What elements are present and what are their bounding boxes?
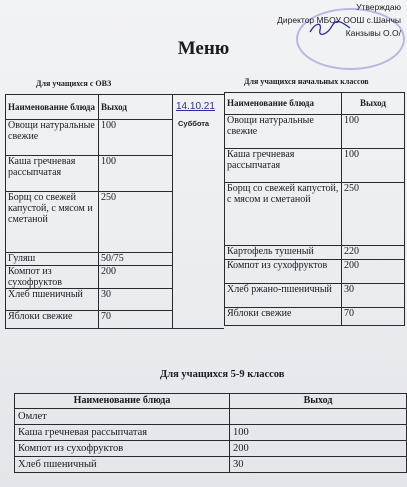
day-of-week: Суббота (178, 119, 210, 128)
ovz-heading: Для учащихся с ОВЗ (36, 79, 112, 88)
dish-name: Хлеб пшеничный (6, 289, 99, 311)
dish-name: Овощи натуральные свежие (225, 115, 342, 149)
dish-portion: 220 (342, 246, 405, 260)
grades59-col-out: Выход (230, 394, 407, 409)
approval-line3: Канзывы О.О/ (345, 28, 401, 38)
table-row (225, 308, 405, 326)
dish-name: Каша гречневая рассыпчатая (15, 425, 230, 441)
menu-date: 14.10.21 (176, 101, 215, 112)
dish-name: Яблоки свежие (6, 311, 99, 329)
dish-name: Борщ со свежей капустой, с мясом и сметаной (225, 183, 342, 246)
dish-name: Борщ со свежей капустой, с мясом и сметаной (6, 192, 99, 253)
dish-portion: 100 (99, 156, 173, 192)
grades59-table (14, 393, 407, 473)
primary-heading: Для учащихся начальных классов (244, 77, 369, 86)
table-row (6, 289, 173, 311)
table-row (15, 457, 407, 473)
dish-portion: 200 (99, 266, 173, 289)
primary-col-name: Наименование блюда (225, 93, 342, 115)
dish-portion (230, 409, 407, 425)
grades59-col-name: Наименование блюда (15, 394, 230, 409)
dish-name: Хлеб ржано-пшеничный (225, 284, 342, 308)
table-row (6, 156, 173, 192)
table-row (15, 409, 407, 425)
dish-portion: 250 (342, 183, 405, 246)
dish-portion: 250 (99, 192, 173, 253)
dish-name: Каша гречневая рассыпчатая (225, 149, 342, 183)
dish-name: Хлеб пшеничный (15, 457, 230, 473)
table-row (6, 192, 173, 253)
dish-portion: 50/75 (99, 253, 173, 266)
dish-portion: 100 (342, 115, 405, 149)
dish-portion: 200 (230, 441, 407, 457)
dish-name: Компот из сухофруктов (6, 266, 99, 289)
approval-line1: Утверждаю (356, 2, 401, 12)
ovz-col-name: Наименование блюда (6, 95, 99, 120)
table-row (225, 284, 405, 308)
table-row (15, 441, 407, 457)
dish-name: Компот из сухофруктов (225, 260, 342, 284)
dish-name: Яблоки свежие (225, 308, 342, 326)
dish-portion: 100 (342, 149, 405, 183)
dish-portion: 100 (99, 120, 173, 156)
grades59-heading: Для учащихся 5-9 классов (160, 369, 285, 380)
table-row (225, 149, 405, 183)
day-column (173, 94, 224, 329)
ovz-table (5, 94, 173, 329)
approval-line2: Директор МБОУ ООШ с.Шанчы (277, 15, 401, 25)
dish-portion: 30 (342, 284, 405, 308)
primary-col-out: Выход (342, 93, 405, 115)
table-row (225, 246, 405, 260)
table-row (6, 311, 173, 329)
ovz-col-out: Выход (99, 95, 173, 120)
dish-name: Компот из сухофруктов (15, 441, 230, 457)
dish-portion: 70 (342, 308, 405, 326)
dish-portion: 100 (230, 425, 407, 441)
dish-portion: 30 (230, 457, 407, 473)
dish-portion: 30 (99, 289, 173, 311)
table-row (225, 115, 405, 149)
menu-title: Меню (177, 38, 230, 59)
table-row (6, 253, 173, 266)
dish-portion: 70 (99, 311, 173, 329)
dish-name: Каша гречневая рассыпчатая (6, 156, 99, 192)
dish-name: Овощи натуральные свежие (6, 120, 99, 156)
dish-name: Картофель тушеный (225, 246, 342, 260)
table-row (15, 425, 407, 441)
table-row (6, 120, 173, 156)
table-row (6, 266, 173, 289)
dish-name: Гуляш (6, 253, 99, 266)
primary-table (224, 92, 405, 326)
table-row (225, 260, 405, 284)
dish-portion: 200 (342, 260, 405, 284)
dish-name: Омлет (15, 409, 230, 425)
table-row (225, 183, 405, 246)
